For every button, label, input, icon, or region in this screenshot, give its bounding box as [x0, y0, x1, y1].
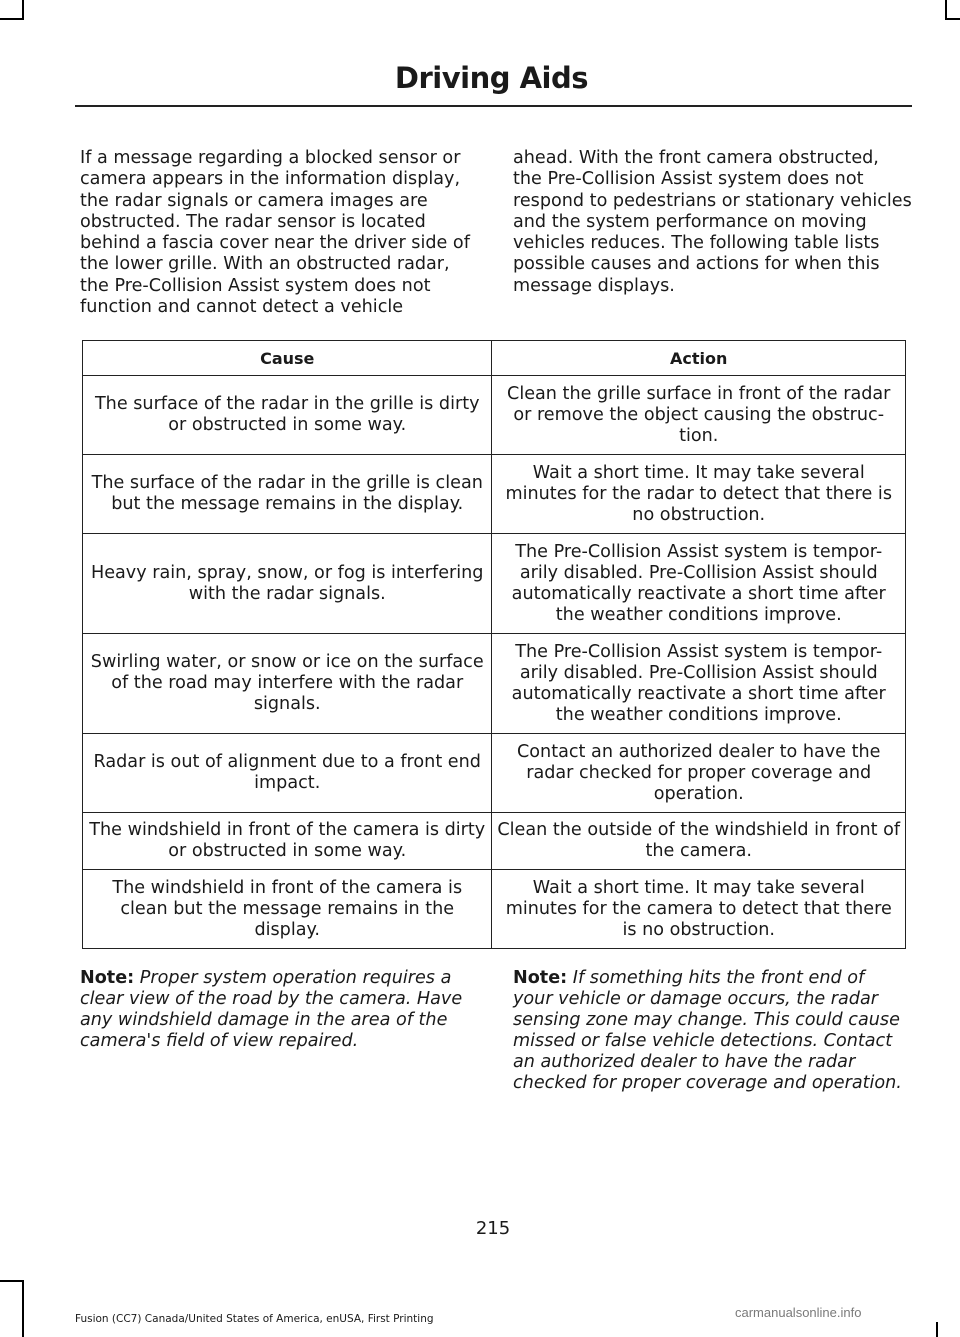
page-number: 215: [475, 1218, 511, 1239]
table-row: [83, 455, 906, 534]
action-cell: The Pre-Collision Assist system is tempor-arily disabled. Pre-Collision Assist should automatically reactivate a short time after the weather conditions improve.: [492, 634, 906, 734]
action-column-header: Action: [492, 341, 906, 376]
intro-paragraph-left: If a message regarding a blocked sensor or camera appears in the information display, the radar signals or camera images are obstructed. The radar sensor is located behind a fascia cover near the driver side of the lower grille. With an obstructed radar, the Pre-Collision Assist system does not function and cannot detect a vehicle: [80, 148, 470, 318]
footer-text: Fusion (CC7) Canada/United States of America, enUSA, First Printing: [75, 1313, 434, 1325]
crop-mark: [945, 0, 947, 18]
header-rule: [75, 105, 912, 107]
note-label: Note:: [80, 968, 135, 988]
cause-cell: The windshield in front of the camera is clean but the message remains in the display.: [83, 870, 492, 949]
cause-cell: Swirling water, or snow or ice on the surface of the road may interfere with the radar signals.: [83, 634, 492, 734]
action-cell: The Pre-Collision Assist system is tempor-arily disabled. Pre-Collision Assist should automatically reactivate a short time after the weather conditions improve.: [492, 534, 906, 634]
crop-mark: [0, 1280, 24, 1282]
intro-paragraph-right: ahead. With the front camera obstructed, the Pre-Collision Assist system does not respond to pedestrians or stationary vehicles and the system performance on moving vehicles reduces. The following table lists possible causes and actions for when this message displays.: [513, 148, 912, 296]
table-row: [83, 534, 906, 634]
crop-mark: [22, 0, 24, 18]
crop-mark: [936, 1322, 938, 1337]
table-row: [83, 734, 906, 813]
causes-actions-table: [82, 340, 906, 949]
cause-cell: Heavy rain, spray, snow, or fog is interfering with the radar signals.: [83, 534, 492, 634]
table-row: [83, 376, 906, 455]
table-row: [83, 813, 906, 870]
note-radar: [513, 968, 909, 1094]
note-label: Note:: [513, 968, 568, 988]
table-row: [83, 870, 906, 949]
action-cell: Wait a short time. It may take several minutes for the camera to detect that there is no obstruction.: [492, 870, 906, 949]
crop-mark: [945, 18, 960, 20]
note-camera: [80, 968, 474, 1052]
action-cell: Wait a short time. It may take several minutes for the radar to detect that there is no obstruction.: [492, 455, 906, 534]
cause-cell: The surface of the radar in the grille is dirty or obstructed in some way.: [83, 376, 492, 455]
section-title: Driving Aids: [394, 61, 588, 95]
crop-mark: [0, 18, 24, 20]
action-cell: Contact an authorized dealer to have the radar checked for proper coverage and operation.: [492, 734, 906, 813]
cause-cell: The windshield in front of the camera is dirty or obstructed in some way.: [83, 813, 492, 870]
cause-cell: Radar is out of alignment due to a front end impact.: [83, 734, 492, 813]
watermark: carmanualsonline.info: [735, 1305, 862, 1320]
action-cell: Clean the grille surface in front of the radar or remove the object causing the obstruc-tion.: [492, 376, 906, 455]
crop-mark: [22, 1280, 24, 1337]
note-text: Proper system operation requires a clear view of the road by the camera. Have any windshield damage in the area of the camera's field of view repaired.: [80, 968, 463, 1051]
table-header-row: [83, 341, 906, 376]
note-text: If something hits the front end of your vehicle or damage occurs, the radar sensing zone may change. This could cause missed or false vehicle detections. Contact an authorized dealer to have the radar checked for proper coverage and operation.: [513, 968, 902, 1093]
cause-cell: The surface of the radar in the grille is clean but the message remains in the display.: [83, 455, 492, 534]
cause-column-header: Cause: [83, 341, 492, 376]
action-cell: Clean the outside of the windshield in front of the camera.: [492, 813, 906, 870]
table-row: [83, 634, 906, 734]
